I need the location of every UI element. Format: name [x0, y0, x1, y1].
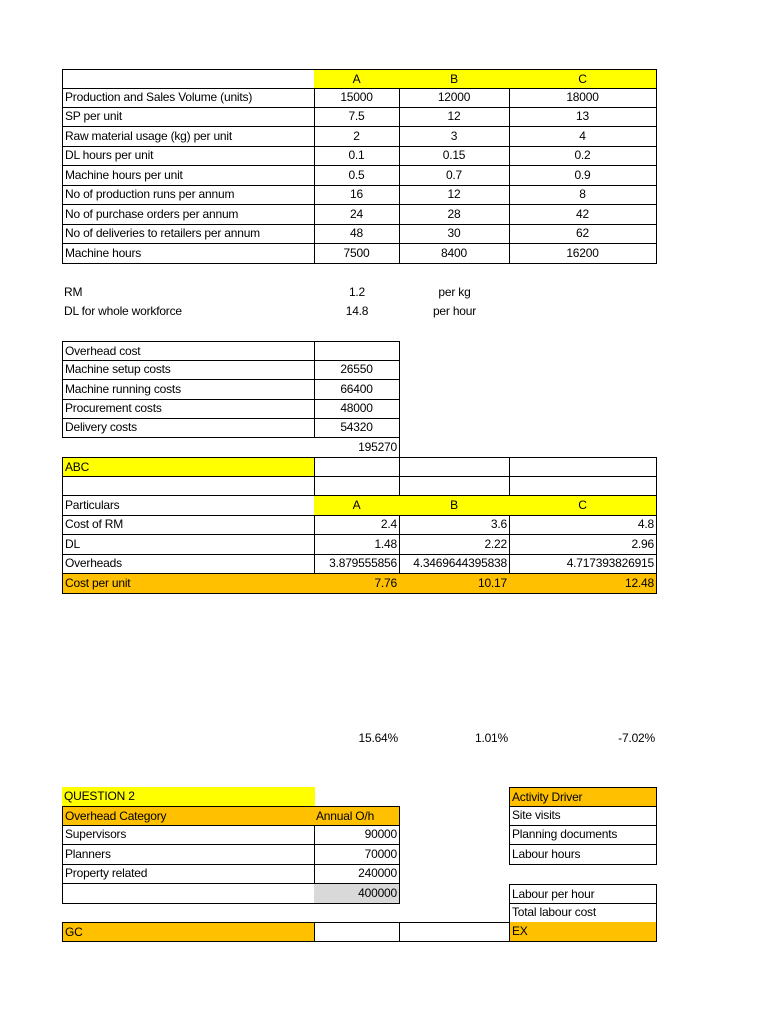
- abc-blank-cell[interactable]: [399, 476, 510, 496]
- products-row-label[interactable]: SP per unit: [62, 107, 315, 127]
- overhead-row-label[interactable]: Machine running costs: [62, 380, 315, 400]
- q2-row-label[interactable]: Planners: [62, 845, 315, 865]
- total-labour-cost[interactable]: Total labour cost: [509, 903, 657, 923]
- products-cell[interactable]: 4: [509, 127, 657, 147]
- products-cell[interactable]: 48: [314, 224, 400, 244]
- products-row-label[interactable]: Raw material usage (kg) per unit: [62, 127, 315, 147]
- labour-per-hour[interactable]: Labour per hour: [509, 884, 657, 904]
- q2-row-label[interactable]: Supervisors: [62, 825, 315, 845]
- q2-total[interactable]: 400000: [314, 884, 400, 904]
- products-header-blank[interactable]: [62, 69, 315, 89]
- abc-cell[interactable]: 2.4: [314, 515, 400, 535]
- overhead-row-value[interactable]: 26550: [314, 360, 400, 380]
- products-header-b[interactable]: B: [399, 69, 510, 89]
- products-row-label[interactable]: Machine hours: [62, 244, 315, 264]
- products-row-label[interactable]: DL hours per unit: [62, 146, 315, 166]
- abc-header-particulars[interactable]: Particulars: [62, 496, 315, 516]
- products-header-c[interactable]: C: [509, 69, 657, 89]
- products-row-label[interactable]: Machine hours per unit: [62, 166, 315, 186]
- products-cell[interactable]: 0.1: [314, 146, 400, 166]
- products-cell[interactable]: 62: [509, 224, 657, 244]
- q2-row-value[interactable]: 90000: [314, 825, 400, 845]
- q2-header-category[interactable]: Overhead Category: [62, 806, 315, 826]
- abc-cell[interactable]: 2.96: [509, 535, 657, 555]
- abc-blank-cell[interactable]: [314, 476, 400, 496]
- activity-driver-item[interactable]: Labour hours: [509, 845, 657, 865]
- products-cell[interactable]: 7500: [314, 244, 400, 264]
- products-row-label[interactable]: No of production runs per annum: [62, 185, 315, 205]
- products-cell[interactable]: 8400: [399, 244, 510, 264]
- overhead-title-blank[interactable]: [314, 341, 400, 361]
- overhead-row-value[interactable]: 48000: [314, 399, 400, 419]
- products-cell[interactable]: 3: [399, 127, 510, 147]
- abc-cell[interactable]: 4.3469644395838: [399, 554, 510, 574]
- abc-total-label[interactable]: Cost per unit: [62, 574, 315, 594]
- q2-header-annual[interactable]: Annual O/h: [314, 806, 400, 826]
- q2-gc-cell[interactable]: [399, 922, 510, 942]
- products-row-label[interactable]: No of purchase orders per annum: [62, 205, 315, 225]
- abc-row-label[interactable]: Cost of RM: [62, 515, 315, 535]
- ex-label[interactable]: EX: [509, 922, 657, 942]
- margin-c[interactable]: -7.02%: [618, 731, 655, 745]
- overhead-title[interactable]: Overhead cost: [62, 341, 315, 361]
- abc-row-label[interactable]: DL: [62, 535, 315, 555]
- q2-gc-label[interactable]: GC: [62, 922, 315, 942]
- q2-row-label[interactable]: Property related: [62, 864, 315, 884]
- products-cell[interactable]: 0.5: [314, 166, 400, 186]
- products-row-label[interactable]: Production and Sales Volume (units): [62, 88, 315, 108]
- products-cell[interactable]: 42: [509, 205, 657, 225]
- abc-header-b[interactable]: B: [399, 496, 510, 516]
- products-cell[interactable]: 0.9: [509, 166, 657, 186]
- rate-unit-rm[interactable]: per kg: [438, 285, 471, 299]
- products-cell[interactable]: 7.5: [314, 107, 400, 127]
- abc-blank-cell[interactable]: [399, 457, 510, 477]
- q2-row-value[interactable]: 70000: [314, 845, 400, 865]
- abc-total-b[interactable]: 10.17: [399, 574, 510, 594]
- margin-a[interactable]: 15.64%: [358, 731, 398, 745]
- abc-header-c[interactable]: C: [509, 496, 657, 516]
- products-cell[interactable]: 2: [314, 127, 400, 147]
- abc-cell[interactable]: 4.8: [509, 515, 657, 535]
- activity-driver-item[interactable]: Planning documents: [509, 825, 657, 845]
- q2-row-value[interactable]: 240000: [314, 864, 400, 884]
- products-cell[interactable]: 15000: [314, 88, 400, 108]
- products-cell[interactable]: 30: [399, 224, 510, 244]
- products-cell[interactable]: 12: [399, 107, 510, 127]
- rate-label-dl[interactable]: DL for whole workforce: [64, 304, 182, 318]
- abc-blank-cell[interactable]: [62, 476, 315, 496]
- products-cell[interactable]: 8: [509, 185, 657, 205]
- abc-blank-cell[interactable]: [314, 457, 400, 477]
- products-cell[interactable]: 12000: [399, 88, 510, 108]
- products-header-a[interactable]: A: [314, 69, 400, 89]
- rate-unit-dl[interactable]: per hour: [432, 304, 477, 318]
- products-cell[interactable]: 12: [399, 185, 510, 205]
- rate-value-dl[interactable]: 14.8: [345, 304, 369, 318]
- products-cell[interactable]: 0.2: [509, 146, 657, 166]
- abc-total-c[interactable]: 12.48: [509, 574, 657, 594]
- abc-header-a[interactable]: A: [314, 496, 400, 516]
- rate-value-rm[interactable]: 1.2: [348, 285, 366, 299]
- activity-driver-header[interactable]: Activity Driver: [509, 787, 657, 807]
- overhead-row-value[interactable]: 66400: [314, 380, 400, 400]
- products-cell[interactable]: 13: [509, 107, 657, 127]
- abc-cell[interactable]: 3.879555856: [314, 554, 400, 574]
- products-row-label[interactable]: No of deliveries to retailers per annum: [62, 224, 315, 244]
- abc-cell[interactable]: 3.6: [399, 515, 510, 535]
- margin-b[interactable]: 1.01%: [474, 731, 508, 745]
- q2-gc-cell[interactable]: [314, 922, 400, 942]
- overhead-row-value[interactable]: 54320: [314, 418, 400, 438]
- products-cell[interactable]: 28: [399, 205, 510, 225]
- abc-cell[interactable]: 1.48: [314, 535, 400, 555]
- abc-cell[interactable]: 4.717393826915: [509, 554, 657, 574]
- products-cell[interactable]: 18000: [509, 88, 657, 108]
- products-cell[interactable]: 16: [314, 185, 400, 205]
- products-cell[interactable]: 16200: [509, 244, 657, 264]
- abc-blank-cell[interactable]: [509, 457, 657, 477]
- products-cell[interactable]: 0.15: [399, 146, 510, 166]
- rate-label-rm[interactable]: RM: [64, 285, 83, 299]
- abc-blank-cell[interactable]: [509, 476, 657, 496]
- overhead-row-label[interactable]: Delivery costs: [62, 418, 315, 438]
- question-2-title[interactable]: QUESTION 2: [62, 787, 315, 807]
- activity-driver-item[interactable]: Site visits: [509, 806, 657, 826]
- abc-cell[interactable]: 2.22: [399, 535, 510, 555]
- q2-total-blank[interactable]: [62, 884, 315, 904]
- abc-total-a[interactable]: 7.76: [314, 574, 400, 594]
- products-cell[interactable]: 0.7: [399, 166, 510, 186]
- abc-label[interactable]: ABC: [62, 457, 315, 477]
- overhead-row-label[interactable]: Machine setup costs: [62, 360, 315, 380]
- abc-row-label[interactable]: Overheads: [62, 554, 315, 574]
- products-cell[interactable]: 24: [314, 205, 400, 225]
- overhead-total[interactable]: 195270: [314, 438, 400, 458]
- overhead-row-label[interactable]: Procurement costs: [62, 399, 315, 419]
